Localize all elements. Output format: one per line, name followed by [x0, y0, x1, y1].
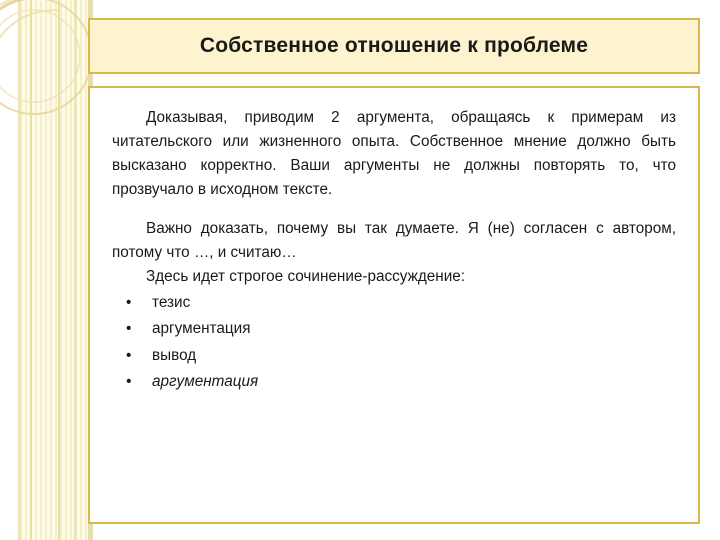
bullet-marker-icon: •: [126, 372, 132, 390]
bullet-marker-icon: •: [126, 320, 132, 338]
list-item: [118, 317, 676, 340]
slide-title-box: [88, 18, 700, 74]
bullet-marker-icon: •: [126, 346, 132, 364]
list-item-label: тезис: [152, 294, 191, 312]
slide-body-box: [88, 86, 700, 524]
list-item: [118, 370, 676, 393]
body-paragraph-1: Доказывая, приводим 2 аргумента, обращаясь к примерам из читательского или жизненного опыта. Собственное мнение должно быть высказано корректно. Ваши аргументы не должны повторять то, что прозвучало в исходном тексте.: [112, 109, 676, 199]
list-item-label: вывод: [152, 346, 197, 364]
body-paragraph-3: Здесь идет строгое сочинение-рассуждение:: [146, 267, 466, 285]
bullet-list: [112, 291, 676, 393]
page-title: Собственное отношение к проблеме: [199, 34, 589, 57]
list-item: [118, 291, 676, 314]
list-item-label: аргументация: [152, 372, 259, 390]
list-item: [118, 344, 676, 367]
list-item-label: аргументация: [152, 320, 251, 338]
body-paragraph-2: Важно доказать, почему вы так думаете. Я (не) согласен с автором, потому что …, и считаю…: [112, 219, 676, 261]
bullet-marker-icon: •: [126, 294, 132, 312]
